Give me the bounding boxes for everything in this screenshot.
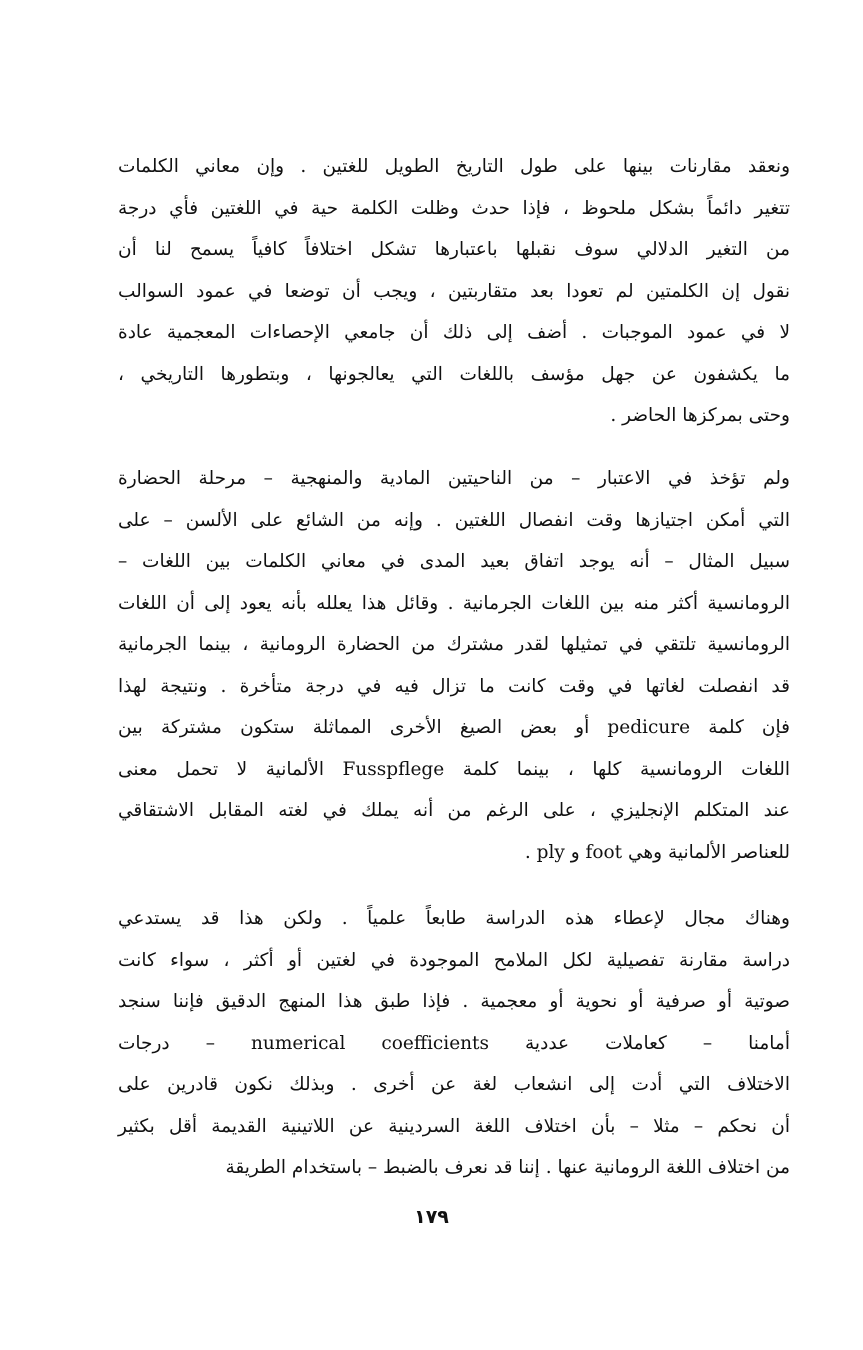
- text-line: التي أمكن اجتيازها وقت انفصال اللغتين . وإنه من الشائع على الألسن – على: [118, 509, 790, 531]
- text-line: سبيل المثال – أنه يوجد اتفاق بعيد المدى في معاني الكلمات بين اللغات –: [118, 551, 790, 572]
- paragraph-1: [118, 146, 790, 437]
- text-line: عند المتكلم الإنجليزي ، على الرغم من أنه يملك في لغته المقابل الاشتقاقي: [118, 800, 790, 821]
- paragraph-2: [118, 458, 790, 873]
- text-line: قد انفصلت لغاتها في وقت كانت ما تزال فيه في درجة متأخرة . ونتيجة لهذا: [118, 675, 790, 697]
- text-line: من اختلاف اللغة الرومانية عنها . إننا قد نعرف بالضبط – باستخدام الطريقة: [225, 1157, 790, 1178]
- text-line: من التغير الدلالي سوف نقبلها باعتبارها تشكل اختلافاً كافياً يسمح لنا أن: [118, 239, 790, 260]
- text-line: للعناصر الألمانية وهي foot و ply .: [524, 841, 790, 863]
- text-line: لا في عمود الموجبات . أضف إلى ذلك أن جامعي الإحصاءات المعجمية عادة: [118, 322, 790, 343]
- text-line: ما يكشفون عن جهل مؤسف باللغات التي يعالجونها ، وبتطورها التاريخي ،: [118, 363, 790, 385]
- text-line: الرومانسية تلتقي في تمثيلها لقدر مشترك من الحضارة الرومانية ، بينما الجرمانية: [118, 634, 790, 655]
- page-number: ١٧٩: [414, 1206, 449, 1228]
- text-line: ولم تؤخذ في الاعتبار – من الناحيتين المادية والمنهجية – مرحلة الحضارة: [118, 468, 790, 489]
- text-line: الرومانسية أكثر منه بين اللغات الجرمانية . وقائل هذا يعلله بأنه يعود إلى أن اللغات: [118, 592, 790, 614]
- text-line: وحتى بمركزها الحاضر .: [610, 405, 790, 426]
- text-line: فإن كلمة pedicure أو بعض الصيغ الأخرى المماثلة ستكون مشتركة بين: [118, 717, 790, 738]
- text-line: الاختلاف التي أدت إلى انشعاب لغة عن أخرى . وبذلك نكون قادرين على: [118, 1074, 790, 1095]
- text-line: دراسة مقارنة تفصيلية لكل الملامح الموجودة في لغتين أو أكثر ، سواء كانت: [118, 949, 790, 971]
- text-line: تتغير دائماً بشكل ملحوظ ، فإذا حدث وظلت الكلمة حية في اللغتين فأي درجة: [118, 197, 790, 219]
- text-line: أن نحكم – مثلا – بأن اختلاف اللغة السردينية عن اللاتينية القديمة أقل بكثير: [118, 1115, 790, 1137]
- text-line: نقول إن الكلمتين لم تعودا بعد متقاربتين ، ويجب أن توضعا في عمود السوالب: [118, 280, 790, 302]
- paragraph-3: [118, 898, 790, 1189]
- text-line: أمامنا – كعاملات عددية numerical coefficients – درجات: [118, 1032, 790, 1054]
- text-line: وهناك مجال لإعطاء هذه الدراسة طابعاً علمياً . ولكن هذا قد يستدعي: [118, 908, 790, 929]
- text-line: اللغات الرومانسية كلها ، بينما كلمة Fusspflege الألمانية لا تحمل معنى: [118, 758, 791, 780]
- text-line: صوتية أو صرفية أو نحوية أو معجمية . فإذا طبق هذا المنهج الدقيق فإننا سنجد: [118, 991, 790, 1012]
- text-line: ونعقد مقارنات بينها على طول التاريخ الطويل للغتين . وإن معاني الكلمات: [118, 156, 790, 177]
